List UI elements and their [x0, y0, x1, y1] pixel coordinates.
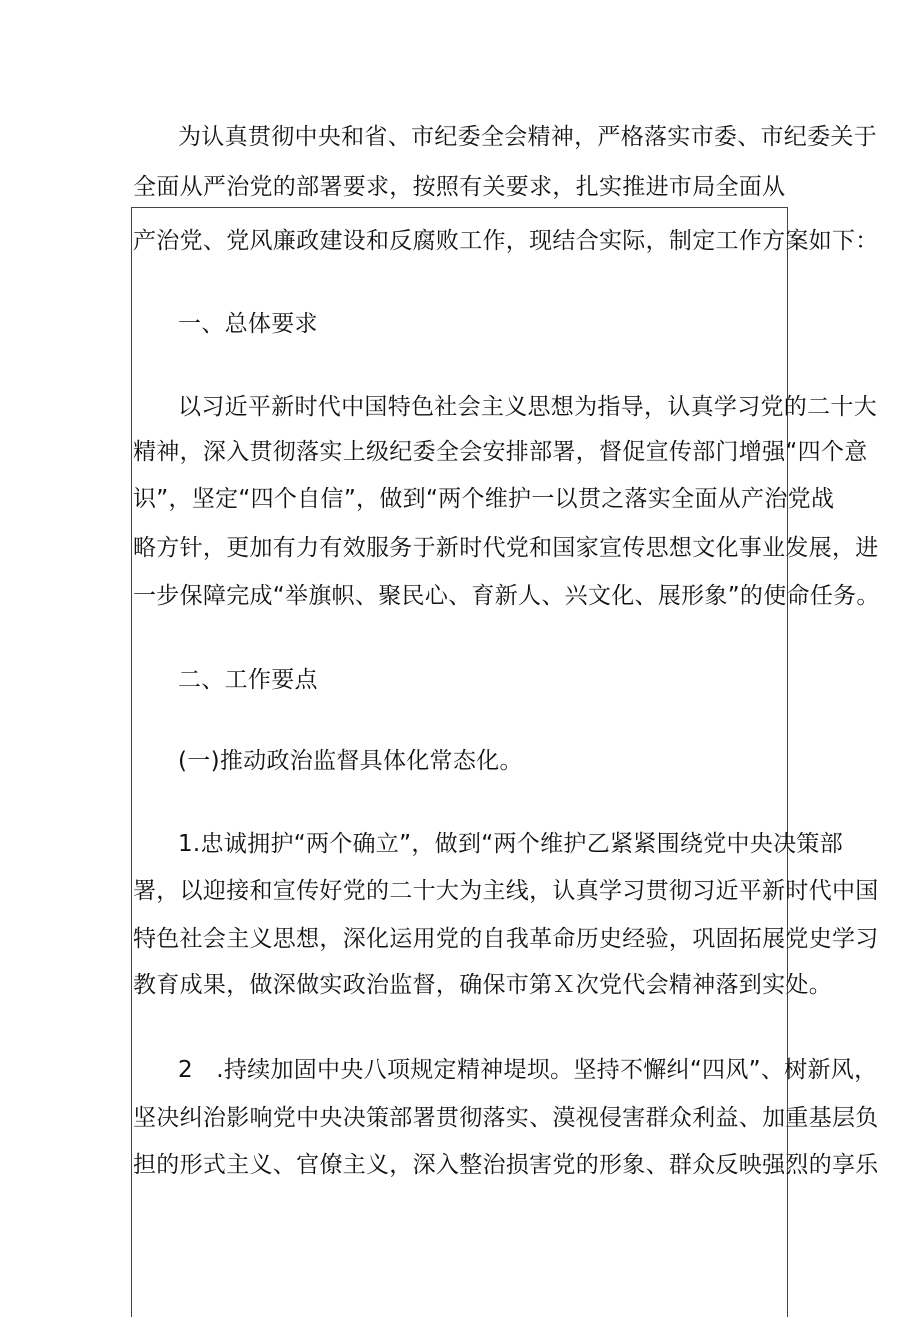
item2-line-3: 担的形式主义、官僚主义，深入整治损害党的形象、群众反映强烈的享乐 — [133, 1152, 879, 1178]
section1-line-3: 识”，坚定“四个自信”，做到“两个维护一以贯之落实全面从产治党战 — [133, 486, 835, 512]
section1-line-2: 精神，深入贯彻落实上级纪委全会安排部署，督促宣传部门增强“四个意 — [133, 439, 868, 465]
intro-line-1: 为认真贯彻中央和省、市纪委全会精神，严格落实市委、市纪委关于 — [178, 124, 877, 150]
section-heading-general-requirements: 一、总体要求 — [178, 311, 318, 337]
subsection-heading-political-supervision: (一)推动政治监督具体化常态化。 — [178, 748, 523, 774]
intro-line-3: 产治党、党风廉政建设和反腐败工作，现结合实际，制定工作方案如下： — [133, 228, 879, 254]
item2-line-2: 坚决纠治影响党中央决策部署贯彻落实、漠视侵害群众利益、加重基层负 — [133, 1105, 879, 1131]
item1-line-1: 1.忠诚拥护“两个确立”，做到“两个维护乙紧紧围绕党中央决策部 — [178, 831, 843, 857]
intro-line-2: 全面从严治党的部署要求，按照有关要求，扎实推进市局全面从 — [133, 174, 786, 200]
item2-line-1: 2 .持续加固中央八项规定精神堤坝。坚持不懈纠“四风”、树新风， — [178, 1057, 878, 1083]
section1-line-4: 略方针，更加有力有效服务于新时代党和国家宣传思想文化事业发展，进 — [133, 535, 879, 561]
section-heading-work-points: 二、工作要点 — [178, 667, 318, 693]
section1-line-5: 一步保障完成“举旗帜、聚民心、育新人、兴文化、展形象”的使命任务。 — [133, 583, 880, 609]
item1-line-4: 教育成果，做深做实政治监督，确保市第Ｘ次党代会精神落到实处。 — [133, 972, 832, 998]
section1-line-1: 以习近平新时代中国特色社会主义思想为指导，认真学习党的二十大 — [178, 394, 877, 420]
item1-line-3: 特色社会主义思想，深化运用党的自我革命历史经验，巩固拓展党史学习 — [133, 926, 879, 952]
item1-line-2: 署，以迎接和宣传好党的二十大为主线，认真学习贯彻习近平新时代中国 — [133, 878, 879, 904]
